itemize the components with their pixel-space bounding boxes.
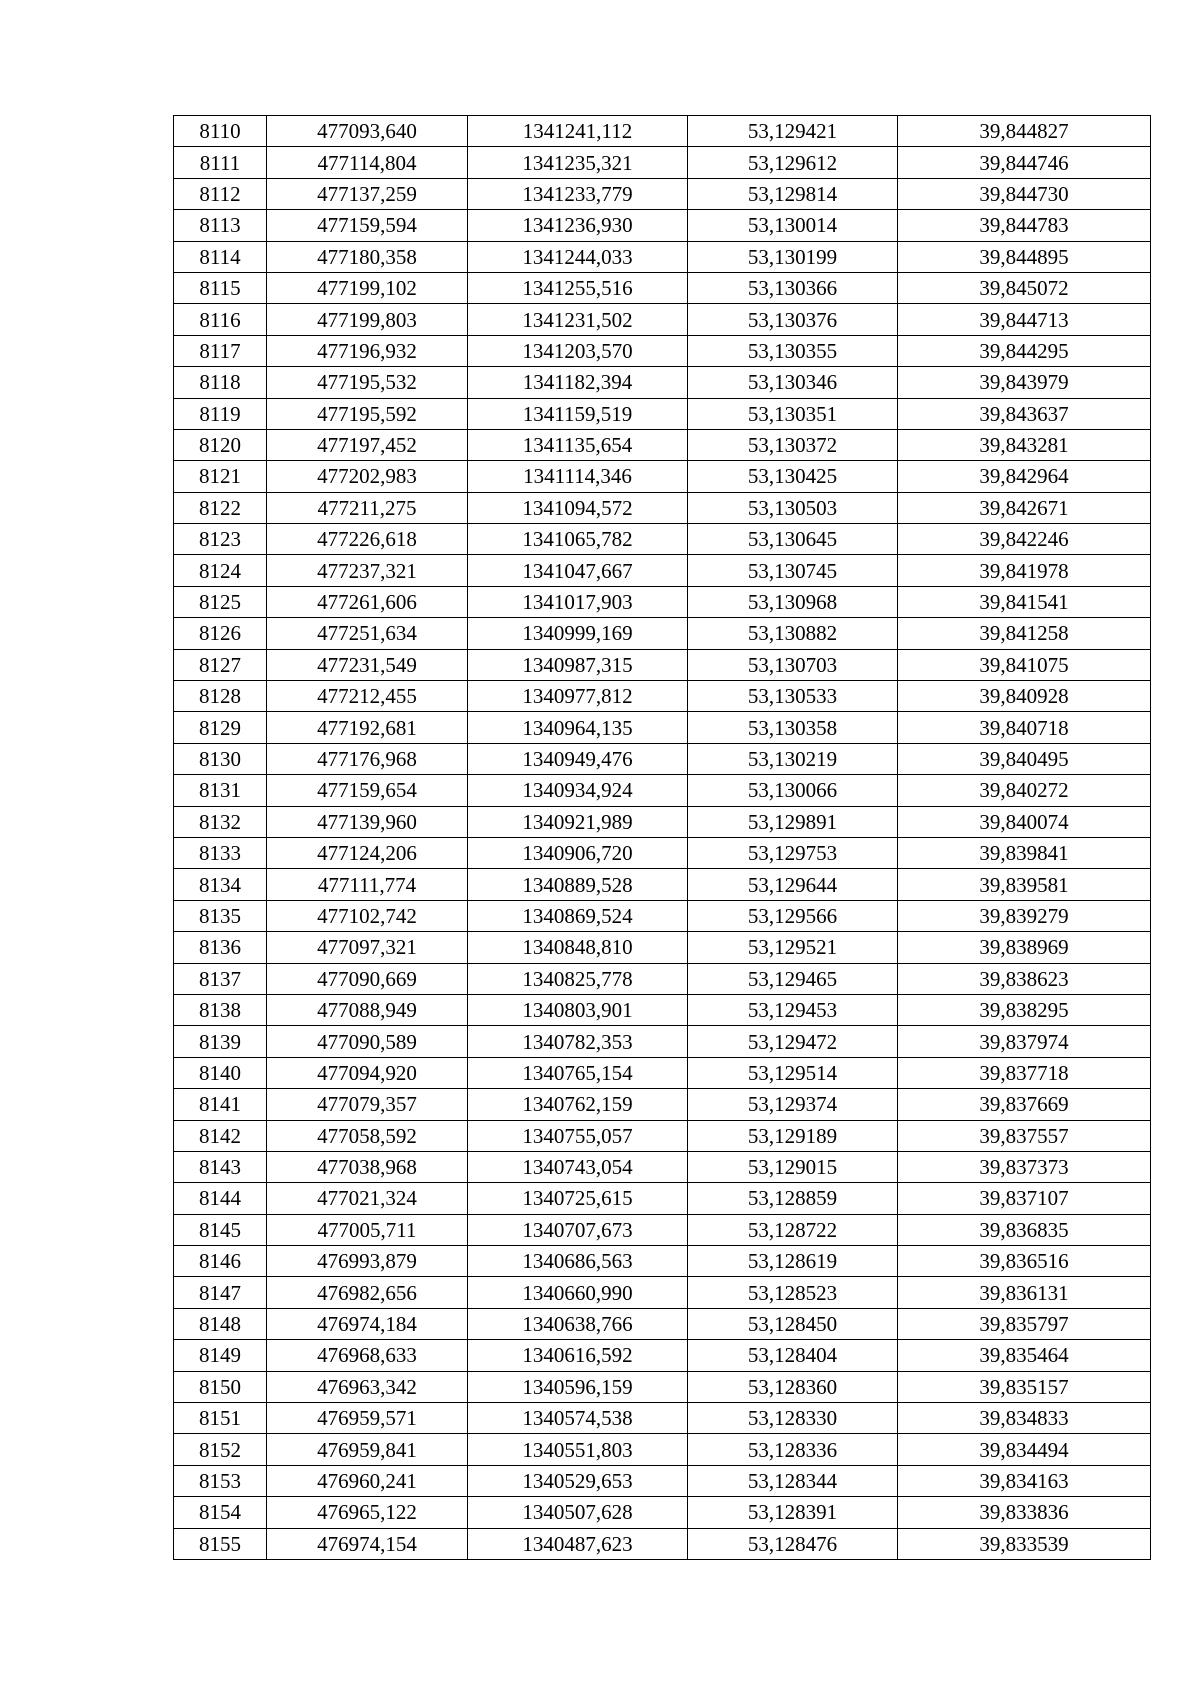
y-coordinate-cell: 1341235,321 <box>468 147 688 178</box>
longitude-cell: 39,844895 <box>898 241 1151 272</box>
longitude-cell: 39,833539 <box>898 1528 1151 1559</box>
x-coordinate-cell: 476993,879 <box>267 1246 468 1277</box>
point-number-cell: 8148 <box>174 1308 267 1339</box>
x-coordinate-cell: 476963,342 <box>267 1371 468 1402</box>
y-coordinate-cell: 1340743,054 <box>468 1151 688 1182</box>
latitude-cell: 53,128360 <box>688 1371 898 1402</box>
y-coordinate-cell: 1341182,394 <box>468 367 688 398</box>
point-number-cell: 8113 <box>174 210 267 241</box>
longitude-cell: 39,844746 <box>898 147 1151 178</box>
x-coordinate-cell: 477038,968 <box>267 1151 468 1182</box>
latitude-cell: 53,129612 <box>688 147 898 178</box>
table-row <box>174 335 1151 366</box>
x-coordinate-cell: 477114,804 <box>267 147 468 178</box>
y-coordinate-cell: 1341233,779 <box>468 178 688 209</box>
point-number-cell: 8133 <box>174 837 267 868</box>
point-number-cell: 8137 <box>174 963 267 994</box>
y-coordinate-cell: 1341231,502 <box>468 304 688 335</box>
table-row <box>174 1497 1151 1528</box>
point-number-cell: 8143 <box>174 1151 267 1182</box>
table-row <box>174 1371 1151 1402</box>
latitude-cell: 53,128404 <box>688 1340 898 1371</box>
longitude-cell: 39,837373 <box>898 1151 1151 1182</box>
latitude-cell: 53,128523 <box>688 1277 898 1308</box>
coordinates-table <box>173 115 1151 1560</box>
table-row <box>174 492 1151 523</box>
table-row <box>174 649 1151 680</box>
x-coordinate-cell: 477195,592 <box>267 398 468 429</box>
latitude-cell: 53,130645 <box>688 524 898 555</box>
y-coordinate-cell: 1340755,057 <box>468 1120 688 1151</box>
x-coordinate-cell: 477195,532 <box>267 367 468 398</box>
x-coordinate-cell: 476982,656 <box>267 1277 468 1308</box>
table-row <box>174 1120 1151 1151</box>
longitude-cell: 39,838295 <box>898 994 1151 1025</box>
longitude-cell: 39,842671 <box>898 492 1151 523</box>
latitude-cell: 53,128619 <box>688 1246 898 1277</box>
x-coordinate-cell: 477094,920 <box>267 1057 468 1088</box>
table-row <box>174 116 1151 147</box>
x-coordinate-cell: 477090,589 <box>267 1026 468 1057</box>
y-coordinate-cell: 1340848,810 <box>468 932 688 963</box>
table-row <box>174 1528 1151 1559</box>
y-coordinate-cell: 1340964,135 <box>468 712 688 743</box>
table-row <box>174 304 1151 335</box>
point-number-cell: 8112 <box>174 178 267 209</box>
point-number-cell: 8147 <box>174 1277 267 1308</box>
longitude-cell: 39,834163 <box>898 1465 1151 1496</box>
x-coordinate-cell: 477079,357 <box>267 1089 468 1120</box>
y-coordinate-cell: 1341236,930 <box>468 210 688 241</box>
x-coordinate-cell: 477005,711 <box>267 1214 468 1245</box>
latitude-cell: 53,130358 <box>688 712 898 743</box>
longitude-cell: 39,841075 <box>898 649 1151 680</box>
latitude-cell: 53,128336 <box>688 1434 898 1465</box>
table-row <box>174 806 1151 837</box>
latitude-cell: 53,130376 <box>688 304 898 335</box>
point-number-cell: 8125 <box>174 586 267 617</box>
y-coordinate-cell: 1340686,563 <box>468 1246 688 1277</box>
longitude-cell: 39,840495 <box>898 743 1151 774</box>
x-coordinate-cell: 476974,154 <box>267 1528 468 1559</box>
table-row <box>174 461 1151 492</box>
y-coordinate-cell: 1340707,673 <box>468 1214 688 1245</box>
longitude-cell: 39,839841 <box>898 837 1151 868</box>
table-row <box>174 618 1151 649</box>
x-coordinate-cell: 477124,206 <box>267 837 468 868</box>
latitude-cell: 53,128859 <box>688 1183 898 1214</box>
latitude-cell: 53,130066 <box>688 775 898 806</box>
latitude-cell: 53,128391 <box>688 1497 898 1528</box>
x-coordinate-cell: 477196,932 <box>267 335 468 366</box>
x-coordinate-cell: 477111,774 <box>267 869 468 900</box>
y-coordinate-cell: 1340999,169 <box>468 618 688 649</box>
latitude-cell: 53,129644 <box>688 869 898 900</box>
table-row <box>174 241 1151 272</box>
x-coordinate-cell: 476965,122 <box>267 1497 468 1528</box>
x-coordinate-cell: 477021,324 <box>267 1183 468 1214</box>
point-number-cell: 8127 <box>174 649 267 680</box>
y-coordinate-cell: 1340762,159 <box>468 1089 688 1120</box>
y-coordinate-cell: 1340638,766 <box>468 1308 688 1339</box>
latitude-cell: 53,129814 <box>688 178 898 209</box>
table-row <box>174 586 1151 617</box>
y-coordinate-cell: 1340949,476 <box>468 743 688 774</box>
x-coordinate-cell: 477102,742 <box>267 900 468 931</box>
longitude-cell: 39,838623 <box>898 963 1151 994</box>
latitude-cell: 53,128476 <box>688 1528 898 1559</box>
longitude-cell: 39,842964 <box>898 461 1151 492</box>
table-row <box>174 1308 1151 1339</box>
table-row <box>174 743 1151 774</box>
longitude-cell: 39,833836 <box>898 1497 1151 1528</box>
point-number-cell: 8114 <box>174 241 267 272</box>
point-number-cell: 8118 <box>174 367 267 398</box>
table-row <box>174 712 1151 743</box>
point-number-cell: 8151 <box>174 1403 267 1434</box>
x-coordinate-cell: 477261,606 <box>267 586 468 617</box>
y-coordinate-cell: 1340869,524 <box>468 900 688 931</box>
x-coordinate-cell: 476959,841 <box>267 1434 468 1465</box>
latitude-cell: 53,130882 <box>688 618 898 649</box>
point-number-cell: 8141 <box>174 1089 267 1120</box>
latitude-cell: 53,130503 <box>688 492 898 523</box>
table-row <box>174 429 1151 460</box>
point-number-cell: 8124 <box>174 555 267 586</box>
y-coordinate-cell: 1340977,812 <box>468 681 688 712</box>
x-coordinate-cell: 477159,654 <box>267 775 468 806</box>
longitude-cell: 39,841258 <box>898 618 1151 649</box>
x-coordinate-cell: 476960,241 <box>267 1465 468 1496</box>
longitude-cell: 39,843281 <box>898 429 1151 460</box>
longitude-cell: 39,840272 <box>898 775 1151 806</box>
table-row <box>174 524 1151 555</box>
y-coordinate-cell: 1341017,903 <box>468 586 688 617</box>
point-number-cell: 8117 <box>174 335 267 366</box>
longitude-cell: 39,839581 <box>898 869 1151 900</box>
y-coordinate-cell: 1341047,667 <box>468 555 688 586</box>
y-coordinate-cell: 1340921,989 <box>468 806 688 837</box>
coordinates-table-body <box>174 116 1151 1560</box>
table-row <box>174 994 1151 1025</box>
y-coordinate-cell: 1340487,623 <box>468 1528 688 1559</box>
x-coordinate-cell: 477226,618 <box>267 524 468 555</box>
longitude-cell: 39,844295 <box>898 335 1151 366</box>
table-row <box>174 1151 1151 1182</box>
longitude-cell: 39,838969 <box>898 932 1151 963</box>
x-coordinate-cell: 477090,669 <box>267 963 468 994</box>
point-number-cell: 8146 <box>174 1246 267 1277</box>
x-coordinate-cell: 477212,455 <box>267 681 468 712</box>
y-coordinate-cell: 1341244,033 <box>468 241 688 272</box>
longitude-cell: 39,835797 <box>898 1308 1151 1339</box>
table-row <box>174 210 1151 241</box>
latitude-cell: 53,128330 <box>688 1403 898 1434</box>
table-row <box>174 1340 1151 1371</box>
longitude-cell: 39,840074 <box>898 806 1151 837</box>
longitude-cell: 39,834833 <box>898 1403 1151 1434</box>
point-number-cell: 8152 <box>174 1434 267 1465</box>
latitude-cell: 53,129374 <box>688 1089 898 1120</box>
point-number-cell: 8140 <box>174 1057 267 1088</box>
longitude-cell: 39,837107 <box>898 1183 1151 1214</box>
y-coordinate-cell: 1340596,159 <box>468 1371 688 1402</box>
point-number-cell: 8135 <box>174 900 267 931</box>
latitude-cell: 53,130533 <box>688 681 898 712</box>
point-number-cell: 8119 <box>174 398 267 429</box>
longitude-cell: 39,842246 <box>898 524 1151 555</box>
table-row <box>174 1214 1151 1245</box>
table-row <box>174 932 1151 963</box>
point-number-cell: 8150 <box>174 1371 267 1402</box>
x-coordinate-cell: 476974,184 <box>267 1308 468 1339</box>
x-coordinate-cell: 477097,321 <box>267 932 468 963</box>
y-coordinate-cell: 1340825,778 <box>468 963 688 994</box>
longitude-cell: 39,844827 <box>898 116 1151 147</box>
latitude-cell: 53,129189 <box>688 1120 898 1151</box>
latitude-cell: 53,129521 <box>688 932 898 963</box>
longitude-cell: 39,841978 <box>898 555 1151 586</box>
point-number-cell: 8139 <box>174 1026 267 1057</box>
x-coordinate-cell: 477093,640 <box>267 116 468 147</box>
table-row <box>174 900 1151 931</box>
table-row <box>174 1403 1151 1434</box>
latitude-cell: 53,130014 <box>688 210 898 241</box>
table-row <box>174 1277 1151 1308</box>
table-row <box>174 555 1151 586</box>
y-coordinate-cell: 1341255,516 <box>468 272 688 303</box>
table-row <box>174 398 1151 429</box>
latitude-cell: 53,128722 <box>688 1214 898 1245</box>
table-row <box>174 775 1151 806</box>
longitude-cell: 39,834494 <box>898 1434 1151 1465</box>
longitude-cell: 39,843637 <box>898 398 1151 429</box>
latitude-cell: 53,130366 <box>688 272 898 303</box>
latitude-cell: 53,128450 <box>688 1308 898 1339</box>
x-coordinate-cell: 477197,452 <box>267 429 468 460</box>
latitude-cell: 53,130351 <box>688 398 898 429</box>
longitude-cell: 39,837669 <box>898 1089 1151 1120</box>
longitude-cell: 39,845072 <box>898 272 1151 303</box>
point-number-cell: 8111 <box>174 147 267 178</box>
y-coordinate-cell: 1340529,653 <box>468 1465 688 1496</box>
latitude-cell: 53,129465 <box>688 963 898 994</box>
latitude-cell: 53,130968 <box>688 586 898 617</box>
y-coordinate-cell: 1340551,803 <box>468 1434 688 1465</box>
longitude-cell: 39,839279 <box>898 900 1151 931</box>
latitude-cell: 53,128344 <box>688 1465 898 1496</box>
x-coordinate-cell: 477180,358 <box>267 241 468 272</box>
longitude-cell: 39,841541 <box>898 586 1151 617</box>
point-number-cell: 8155 <box>174 1528 267 1559</box>
longitude-cell: 39,836835 <box>898 1214 1151 1245</box>
latitude-cell: 53,129453 <box>688 994 898 1025</box>
point-number-cell: 8136 <box>174 932 267 963</box>
table-row <box>174 272 1151 303</box>
point-number-cell: 8130 <box>174 743 267 774</box>
x-coordinate-cell: 477231,549 <box>267 649 468 680</box>
table-row <box>174 1026 1151 1057</box>
latitude-cell: 53,129891 <box>688 806 898 837</box>
latitude-cell: 53,129566 <box>688 900 898 931</box>
point-number-cell: 8131 <box>174 775 267 806</box>
latitude-cell: 53,130372 <box>688 429 898 460</box>
y-coordinate-cell: 1340934,924 <box>468 775 688 806</box>
y-coordinate-cell: 1341094,572 <box>468 492 688 523</box>
table-row <box>174 1465 1151 1496</box>
latitude-cell: 53,129514 <box>688 1057 898 1088</box>
x-coordinate-cell: 477176,968 <box>267 743 468 774</box>
longitude-cell: 39,840928 <box>898 681 1151 712</box>
table-row <box>174 367 1151 398</box>
point-number-cell: 8116 <box>174 304 267 335</box>
x-coordinate-cell: 477192,681 <box>267 712 468 743</box>
y-coordinate-cell: 1340660,990 <box>468 1277 688 1308</box>
y-coordinate-cell: 1341203,570 <box>468 335 688 366</box>
latitude-cell: 53,130199 <box>688 241 898 272</box>
x-coordinate-cell: 477211,275 <box>267 492 468 523</box>
longitude-cell: 39,844783 <box>898 210 1151 241</box>
point-number-cell: 8121 <box>174 461 267 492</box>
table-row <box>174 1246 1151 1277</box>
y-coordinate-cell: 1340906,720 <box>468 837 688 868</box>
latitude-cell: 53,130703 <box>688 649 898 680</box>
longitude-cell: 39,836516 <box>898 1246 1151 1277</box>
y-coordinate-cell: 1341135,654 <box>468 429 688 460</box>
table-row <box>174 681 1151 712</box>
x-coordinate-cell: 477251,634 <box>267 618 468 649</box>
longitude-cell: 39,844730 <box>898 178 1151 209</box>
table-row <box>174 147 1151 178</box>
y-coordinate-cell: 1341241,112 <box>468 116 688 147</box>
latitude-cell: 53,130355 <box>688 335 898 366</box>
table-row <box>174 1434 1151 1465</box>
y-coordinate-cell: 1340987,315 <box>468 649 688 680</box>
longitude-cell: 39,835157 <box>898 1371 1151 1402</box>
y-coordinate-cell: 1341159,519 <box>468 398 688 429</box>
x-coordinate-cell: 476968,633 <box>267 1340 468 1371</box>
point-number-cell: 8123 <box>174 524 267 555</box>
point-number-cell: 8144 <box>174 1183 267 1214</box>
point-number-cell: 8110 <box>174 116 267 147</box>
x-coordinate-cell: 477159,594 <box>267 210 468 241</box>
latitude-cell: 53,130346 <box>688 367 898 398</box>
longitude-cell: 39,843979 <box>898 367 1151 398</box>
point-number-cell: 8132 <box>174 806 267 837</box>
y-coordinate-cell: 1340765,154 <box>468 1057 688 1088</box>
y-coordinate-cell: 1341114,346 <box>468 461 688 492</box>
x-coordinate-cell: 477199,803 <box>267 304 468 335</box>
point-number-cell: 8138 <box>174 994 267 1025</box>
table-row <box>174 1183 1151 1214</box>
point-number-cell: 8115 <box>174 272 267 303</box>
x-coordinate-cell: 476959,571 <box>267 1403 468 1434</box>
y-coordinate-cell: 1340725,615 <box>468 1183 688 1214</box>
table-row <box>174 837 1151 868</box>
y-coordinate-cell: 1340889,528 <box>468 869 688 900</box>
latitude-cell: 53,129472 <box>688 1026 898 1057</box>
point-number-cell: 8120 <box>174 429 267 460</box>
table-row <box>174 1089 1151 1120</box>
longitude-cell: 39,837718 <box>898 1057 1151 1088</box>
point-number-cell: 8134 <box>174 869 267 900</box>
point-number-cell: 8129 <box>174 712 267 743</box>
point-number-cell: 8145 <box>174 1214 267 1245</box>
point-number-cell: 8153 <box>174 1465 267 1496</box>
table-row <box>174 1057 1151 1088</box>
point-number-cell: 8142 <box>174 1120 267 1151</box>
y-coordinate-cell: 1340616,592 <box>468 1340 688 1371</box>
longitude-cell: 39,840718 <box>898 712 1151 743</box>
longitude-cell: 39,837974 <box>898 1026 1151 1057</box>
y-coordinate-cell: 1340803,901 <box>468 994 688 1025</box>
point-number-cell: 8128 <box>174 681 267 712</box>
latitude-cell: 53,130425 <box>688 461 898 492</box>
longitude-cell: 39,836131 <box>898 1277 1151 1308</box>
point-number-cell: 8154 <box>174 1497 267 1528</box>
x-coordinate-cell: 477139,960 <box>267 806 468 837</box>
latitude-cell: 53,130219 <box>688 743 898 774</box>
latitude-cell: 53,130745 <box>688 555 898 586</box>
x-coordinate-cell: 477202,983 <box>267 461 468 492</box>
y-coordinate-cell: 1340507,628 <box>468 1497 688 1528</box>
longitude-cell: 39,844713 <box>898 304 1151 335</box>
x-coordinate-cell: 477199,102 <box>267 272 468 303</box>
y-coordinate-cell: 1340782,353 <box>468 1026 688 1057</box>
table-row <box>174 178 1151 209</box>
point-number-cell: 8126 <box>174 618 267 649</box>
y-coordinate-cell: 1340574,538 <box>468 1403 688 1434</box>
x-coordinate-cell: 477237,321 <box>267 555 468 586</box>
longitude-cell: 39,837557 <box>898 1120 1151 1151</box>
latitude-cell: 53,129015 <box>688 1151 898 1182</box>
point-number-cell: 8122 <box>174 492 267 523</box>
latitude-cell: 53,129421 <box>688 116 898 147</box>
x-coordinate-cell: 477137,259 <box>267 178 468 209</box>
point-number-cell: 8149 <box>174 1340 267 1371</box>
table-row <box>174 869 1151 900</box>
x-coordinate-cell: 477058,592 <box>267 1120 468 1151</box>
table-row <box>174 963 1151 994</box>
x-coordinate-cell: 477088,949 <box>267 994 468 1025</box>
latitude-cell: 53,129753 <box>688 837 898 868</box>
y-coordinate-cell: 1341065,782 <box>468 524 688 555</box>
longitude-cell: 39,835464 <box>898 1340 1151 1371</box>
